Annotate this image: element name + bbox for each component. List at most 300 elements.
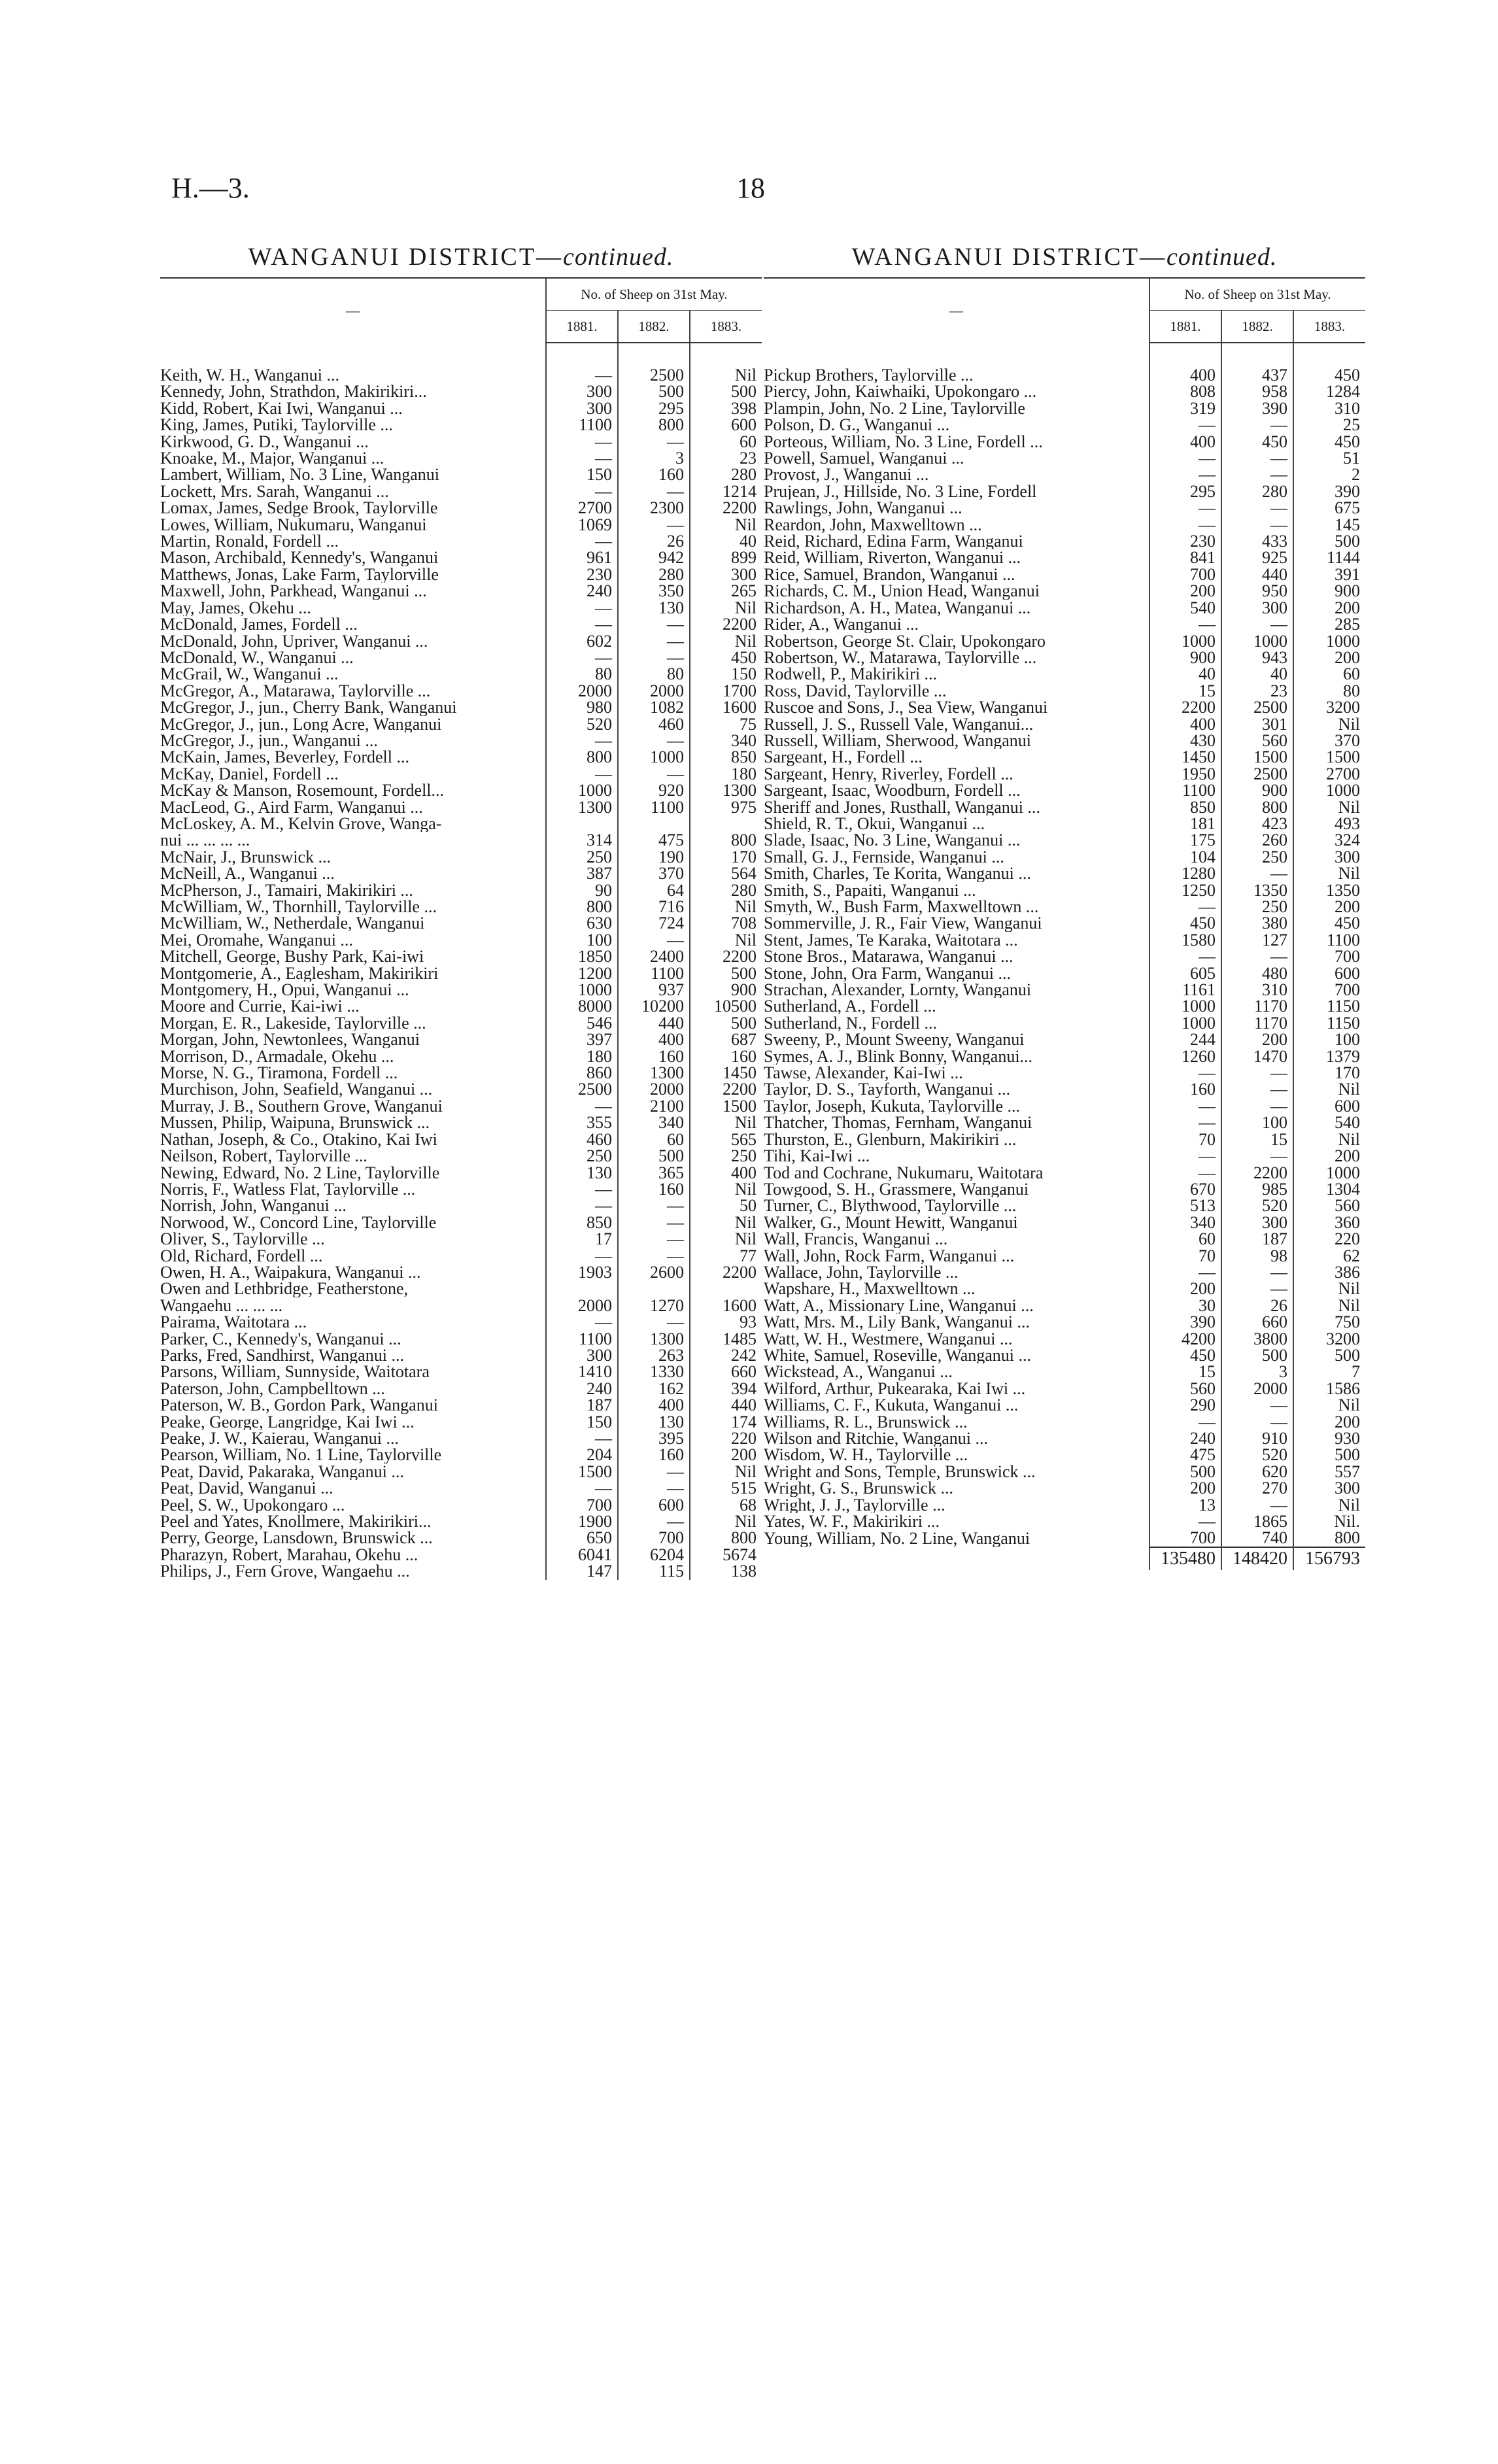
owner-name: Williams, R. L., Brunswick ... bbox=[764, 1413, 968, 1430]
table-row bbox=[764, 1280, 1365, 1297]
sheep-1881: 800 bbox=[546, 749, 618, 765]
sheep-1883: 200 bbox=[1293, 600, 1365, 616]
year-1882-header: 1882. bbox=[618, 311, 690, 343]
owner-name: Martin, Ronald, Fordell ... bbox=[160, 533, 339, 550]
sheep-1882: — bbox=[618, 732, 690, 749]
table-row bbox=[764, 1098, 1365, 1114]
totals-row bbox=[764, 1547, 1365, 1570]
sheep-1882: — bbox=[1221, 1280, 1293, 1297]
sheep-1882: — bbox=[618, 1214, 690, 1231]
sheep-1883: 200 bbox=[1293, 898, 1365, 915]
sheep-1882: — bbox=[1221, 1098, 1293, 1114]
sheep-1882: 295 bbox=[618, 400, 690, 417]
sheep-1881: 387 bbox=[546, 865, 618, 881]
owner-name: Lowes, William, Nukumaru, Wanganui bbox=[160, 516, 427, 534]
sheep-1881: 460 bbox=[546, 1131, 618, 1148]
owner-name: Tawse, Alexander, Kai-Iwi ... bbox=[764, 1065, 963, 1082]
table-row bbox=[764, 716, 1365, 732]
owner-name: Symes, A. J., Blink Bonny, Wanganui... bbox=[764, 1048, 1033, 1065]
sheep-1882: — bbox=[618, 1248, 690, 1264]
sheep-1881: — bbox=[1149, 616, 1221, 632]
table-row bbox=[764, 948, 1365, 965]
sheep-1881: 2500 bbox=[546, 1081, 618, 1097]
sheep-1881: — bbox=[1149, 1165, 1221, 1181]
sheep-1883: 1000 bbox=[1293, 782, 1365, 798]
owner-name: Polson, D. G., Wanganui ... bbox=[764, 417, 950, 434]
sheep-1883: 687 bbox=[690, 1031, 762, 1048]
sheep-1881: 650 bbox=[546, 1530, 618, 1546]
sheep-1882: 300 bbox=[1221, 1214, 1293, 1231]
owner-name: Knoake, M., Major, Wanganui ... bbox=[160, 450, 384, 467]
owner-name: McDonald, James, Fordell ... bbox=[160, 616, 358, 633]
sheep-1881: — bbox=[1149, 1264, 1221, 1280]
sheep-1883: 60 bbox=[1293, 666, 1365, 682]
name-column-header: — bbox=[160, 278, 546, 343]
sheep-1881: 1000 bbox=[546, 982, 618, 998]
sheep-1883: 60 bbox=[690, 434, 762, 450]
sheep-1882: 270 bbox=[1221, 1480, 1293, 1496]
sheep-1881: 1500 bbox=[546, 1463, 618, 1480]
sheep-1883: 900 bbox=[1293, 583, 1365, 599]
sheep-1883: 400 bbox=[690, 1165, 762, 1181]
sheep-1882: — bbox=[618, 1314, 690, 1330]
owner-name: McNair, J., Brunswick ... bbox=[160, 848, 332, 866]
sheep-1883: 500 bbox=[1293, 533, 1365, 549]
sheep-1883: 1586 bbox=[1293, 1380, 1365, 1397]
table-row bbox=[160, 965, 762, 982]
table-row bbox=[160, 483, 762, 500]
owner-name: Prujean, J., Hillside, No. 3 Line, Fordell bbox=[764, 483, 1037, 500]
table-row bbox=[160, 1214, 762, 1231]
table-row bbox=[764, 732, 1365, 749]
name-column-header: — bbox=[764, 278, 1149, 343]
sheep-1882: 395 bbox=[618, 1430, 690, 1446]
sheep-1882: 190 bbox=[618, 849, 690, 865]
sheep-1882: 250 bbox=[1221, 849, 1293, 865]
sheep-1882: — bbox=[1221, 948, 1293, 965]
owner-name: Watt, Mrs. M., Lily Bank, Wanganui ... bbox=[764, 1314, 1030, 1331]
owner-name: Parker, C., Kennedy's, Wanganui ... bbox=[160, 1330, 401, 1347]
table-row bbox=[764, 1197, 1365, 1214]
sheep-1883: Nil bbox=[1293, 1131, 1365, 1148]
table-row bbox=[764, 1165, 1365, 1181]
table-row bbox=[764, 683, 1365, 699]
table-row bbox=[764, 500, 1365, 516]
owner-name: Stone Bros., Matarawa, Wanganui ... bbox=[764, 948, 1013, 965]
owner-name: Sutherland, N., Fordell ... bbox=[764, 1014, 938, 1032]
owner-name: Mason, Archibald, Kennedy's, Wanganui bbox=[160, 549, 439, 566]
owner-name: Wilford, Arthur, Pukearaka, Kai Iwi ... bbox=[764, 1380, 1026, 1397]
table-row bbox=[160, 566, 762, 583]
table-row bbox=[160, 1264, 762, 1280]
owner-name: Owen and Lethbridge, Featherstone, bbox=[160, 1280, 409, 1297]
owner-name: Towgood, S. H., Grassmere, Wanganui bbox=[764, 1180, 1029, 1198]
table-row bbox=[764, 1314, 1365, 1330]
sheep-1881: 290 bbox=[1149, 1397, 1221, 1413]
sheep-1883: Nil bbox=[690, 1181, 762, 1197]
sheep-1883: 75 bbox=[690, 716, 762, 732]
sheep-1882: 400 bbox=[618, 1031, 690, 1048]
owner-name: McNeill, A., Wanganui ... bbox=[160, 865, 335, 882]
sheep-1881: — bbox=[1149, 1148, 1221, 1164]
sheep-1882: 1100 bbox=[618, 965, 690, 982]
table-row bbox=[160, 434, 762, 450]
table-row bbox=[764, 782, 1365, 798]
sheep-1881: 200 bbox=[1149, 583, 1221, 599]
sheep-1882: 1000 bbox=[618, 749, 690, 765]
sheep-1881: 300 bbox=[546, 1347, 618, 1363]
sheep-1882: 2000 bbox=[618, 1081, 690, 1097]
sheep-1882: 500 bbox=[618, 383, 690, 400]
sheep-1882: — bbox=[1221, 466, 1293, 483]
sheep-1882: 440 bbox=[1221, 566, 1293, 583]
owner-name: Old, Richard, Fordell ... bbox=[160, 1247, 323, 1264]
sheep-1883: 25 bbox=[1293, 417, 1365, 433]
right-sheep-table bbox=[764, 277, 1365, 1570]
sheep-1883: Nil bbox=[690, 932, 762, 948]
sheep-1881: 340 bbox=[1149, 1214, 1221, 1231]
sheep-1883: 280 bbox=[690, 882, 762, 898]
sheep-1883: Nil bbox=[1293, 1397, 1365, 1413]
year-1881-header: 1881. bbox=[546, 311, 618, 343]
sheep-1882: 370 bbox=[618, 865, 690, 881]
owner-name: Neilson, Robert, Taylorville ... bbox=[160, 1148, 367, 1165]
table-row bbox=[160, 1114, 762, 1131]
sheep-1881: 17 bbox=[546, 1231, 618, 1247]
sheep-1883: 1000 bbox=[1293, 1165, 1365, 1181]
owner-name: Robertson, W., Matarawa, Taylorville ... bbox=[764, 649, 1037, 666]
sheep-1882: 64 bbox=[618, 882, 690, 898]
sheep-1883: Nil bbox=[690, 1513, 762, 1530]
sheep-1881: 520 bbox=[546, 716, 618, 732]
sheep-1882: 700 bbox=[618, 1530, 690, 1546]
sheep-1883: 170 bbox=[690, 849, 762, 865]
sheep-1881: 1000 bbox=[1149, 998, 1221, 1014]
table-row bbox=[764, 849, 1365, 865]
sheep-1882: 910 bbox=[1221, 1430, 1293, 1446]
sheep-1881: 300 bbox=[546, 383, 618, 400]
sheep-1882: 10200 bbox=[618, 998, 690, 1014]
table-row bbox=[764, 699, 1365, 715]
sheep-1883: 220 bbox=[690, 1430, 762, 1446]
sheep-count-header: No. of Sheep on 31st May. bbox=[1149, 278, 1365, 311]
sheep-1882: 943 bbox=[1221, 649, 1293, 666]
owner-name: Pearson, William, No. 1 Line, Taylorville bbox=[160, 1446, 442, 1463]
sheep-1881: 70 bbox=[1149, 1131, 1221, 1148]
owner-name: Rawlings, John, Wanganui ... bbox=[764, 500, 962, 517]
owner-name: Smyth, W., Bush Farm, Maxwelltown ... bbox=[764, 898, 1039, 915]
sheep-1883: 7 bbox=[1293, 1363, 1365, 1380]
owner-name: Shield, R. T., Okui, Wanganui ... bbox=[764, 815, 985, 832]
table-row bbox=[160, 1297, 762, 1314]
table-row bbox=[160, 1131, 762, 1148]
table-row bbox=[160, 799, 762, 815]
owner-name: Sweeny, P., Mount Sweeny, Wanganui bbox=[764, 1031, 1025, 1048]
sheep-1882: 115 bbox=[618, 1563, 690, 1579]
sheep-1883: Nil bbox=[1293, 1081, 1365, 1097]
sheep-1881: 500 bbox=[1149, 1463, 1221, 1480]
owner-name: Reid, William, Riverton, Wanganui ... bbox=[764, 549, 1021, 566]
owner-name: Wright, G. S., Brunswick ... bbox=[764, 1480, 953, 1497]
table-row bbox=[160, 1081, 762, 1097]
sheep-1881: — bbox=[1149, 1513, 1221, 1530]
sheep-1881: 1200 bbox=[546, 965, 618, 982]
owner-name: Perry, George, Lansdown, Brunswick ... bbox=[160, 1530, 433, 1547]
table-row bbox=[764, 533, 1365, 549]
table-row bbox=[764, 1065, 1365, 1081]
table-row bbox=[160, 1397, 762, 1413]
owner-name: Norris, F., Watless Flat, Taylorville ... bbox=[160, 1180, 416, 1198]
sheep-1881: 204 bbox=[546, 1446, 618, 1463]
owner-name: McGregor, A., Matarawa, Taylorville ... bbox=[160, 682, 431, 700]
sheep-1882: 100 bbox=[1221, 1114, 1293, 1131]
table-row bbox=[160, 1347, 762, 1363]
owner-name: Reardon, John, Maxwelltown ... bbox=[764, 516, 982, 534]
sheep-1882: 480 bbox=[1221, 965, 1293, 982]
sheep-1883 bbox=[690, 1280, 762, 1297]
sheep-1882: 390 bbox=[1221, 400, 1293, 417]
sheep-1881: 700 bbox=[1149, 566, 1221, 583]
sheep-1882: 1350 bbox=[1221, 882, 1293, 898]
sheep-1881: 1900 bbox=[546, 1513, 618, 1530]
sheep-1883: Nil bbox=[1293, 1497, 1365, 1513]
table-row bbox=[764, 633, 1365, 649]
sheep-1883: 200 bbox=[1293, 1414, 1365, 1430]
sheep-1883: Nil bbox=[690, 633, 762, 649]
sheep-1883: 2 bbox=[1293, 466, 1365, 483]
owner-name: Wright and Sons, Temple, Brunswick ... bbox=[764, 1463, 1036, 1480]
sheep-1881: 546 bbox=[546, 1015, 618, 1031]
sheep-1883: 564 bbox=[690, 865, 762, 881]
sheep-1882: — bbox=[618, 616, 690, 632]
owner-name: Mei, Oromahe, Wanganui ... bbox=[160, 931, 353, 949]
sheep-1881: 1260 bbox=[1149, 1048, 1221, 1065]
sheep-1882: — bbox=[618, 483, 690, 500]
sheep-1883: 560 bbox=[1293, 1197, 1365, 1214]
owner-name: Strachan, Alexander, Lornty, Wanganui bbox=[764, 982, 1032, 999]
owner-name: Wisdom, W. H., Taylorville ... bbox=[764, 1446, 968, 1463]
total-1882: 148420 bbox=[1221, 1547, 1293, 1570]
sheep-1883: 440 bbox=[690, 1397, 762, 1413]
sheep-1882: 440 bbox=[618, 1015, 690, 1031]
owner-name: Mussen, Philip, Waipuna, Brunswick ... bbox=[160, 1114, 430, 1131]
table-row bbox=[160, 1165, 762, 1181]
table-row bbox=[764, 998, 1365, 1014]
sheep-1883: 800 bbox=[690, 1530, 762, 1546]
table-row bbox=[160, 1414, 762, 1430]
owner-name: Smith, Charles, Te Korita, Wanganui ... bbox=[764, 865, 1031, 882]
sheep-1881: — bbox=[546, 1098, 618, 1114]
table-row bbox=[764, 965, 1365, 982]
owner-name: Murchison, John, Seafield, Wanganui ... bbox=[160, 1081, 433, 1098]
sheep-1882: 2000 bbox=[1221, 1380, 1293, 1397]
sheep-1881: 513 bbox=[1149, 1197, 1221, 1214]
sheep-1883: 540 bbox=[1293, 1114, 1365, 1131]
sheep-1882: 1500 bbox=[1221, 749, 1293, 765]
sheep-1881: 900 bbox=[1149, 649, 1221, 666]
table-row bbox=[160, 450, 762, 466]
sheep-1881: 104 bbox=[1149, 849, 1221, 865]
sheep-1882: 365 bbox=[618, 1165, 690, 1181]
sheep-1883: 600 bbox=[1293, 965, 1365, 982]
sheep-1881: 1950 bbox=[1149, 766, 1221, 782]
sheep-1882: 2500 bbox=[618, 367, 690, 383]
sheep-1881: — bbox=[1149, 898, 1221, 915]
sheep-1882: — bbox=[1221, 1148, 1293, 1164]
sheep-1881: 841 bbox=[1149, 549, 1221, 566]
table-row bbox=[764, 583, 1365, 599]
sheep-1883: 398 bbox=[690, 400, 762, 417]
sheep-1881: 250 bbox=[546, 1148, 618, 1164]
sheep-1881: — bbox=[546, 1430, 618, 1446]
sheep-1883: 394 bbox=[690, 1380, 762, 1397]
sheep-1882: 23 bbox=[1221, 683, 1293, 699]
sheep-1882: 724 bbox=[618, 915, 690, 931]
table-row bbox=[160, 583, 762, 599]
sheep-1881: 150 bbox=[546, 466, 618, 483]
owner-name: Williams, C. F., Kukuta, Wanganui ... bbox=[764, 1397, 1019, 1414]
sheep-1881: 240 bbox=[546, 1380, 618, 1397]
sheep-1882: 60 bbox=[618, 1131, 690, 1148]
sheep-1882: 187 bbox=[1221, 1231, 1293, 1247]
owner-name: Russell, William, Sherwood, Wanganui bbox=[764, 732, 1031, 749]
owner-name: Thatcher, Thomas, Fernham, Wanganui bbox=[764, 1114, 1032, 1131]
sheep-1883: Nil bbox=[1293, 865, 1365, 881]
header-spacer bbox=[764, 343, 1365, 367]
table-row bbox=[764, 450, 1365, 466]
table-row bbox=[160, 666, 762, 682]
sheep-1881 bbox=[546, 1280, 618, 1297]
owner-name: Ruscoe and Sons, J., Sea View, Wanganui bbox=[764, 699, 1048, 716]
sheep-1883: 2200 bbox=[690, 1264, 762, 1280]
sheep-1883: 1150 bbox=[1293, 998, 1365, 1014]
table-row bbox=[160, 815, 762, 832]
table-row bbox=[160, 948, 762, 965]
sheep-1881: 295 bbox=[1149, 483, 1221, 500]
sheep-1882: 520 bbox=[1221, 1446, 1293, 1463]
table-row bbox=[764, 1347, 1365, 1363]
sheep-1882: — bbox=[618, 434, 690, 450]
sheep-1882: 15 bbox=[1221, 1131, 1293, 1148]
table-row bbox=[764, 417, 1365, 433]
table-row bbox=[160, 915, 762, 931]
sheep-1881: — bbox=[546, 367, 618, 383]
owner-name: Pairama, Waitotara ... bbox=[160, 1314, 307, 1331]
table-row bbox=[160, 849, 762, 865]
table-row bbox=[764, 1181, 1365, 1197]
sheep-1883: 450 bbox=[1293, 367, 1365, 383]
sheep-1883: 1304 bbox=[1293, 1181, 1365, 1197]
sheep-1882: 925 bbox=[1221, 549, 1293, 566]
table-row bbox=[764, 1331, 1365, 1347]
owner-name: Mitchell, George, Bushy Park, Kai-iwi bbox=[160, 948, 424, 965]
owner-name: Turner, C., Blythwood, Taylorville ... bbox=[764, 1197, 1017, 1214]
table-row bbox=[160, 1463, 762, 1480]
sheep-1882: 160 bbox=[618, 466, 690, 483]
owner-name: McGregor, J., jun., Long Acre, Wanganui bbox=[160, 715, 442, 732]
sheep-1882: 1330 bbox=[618, 1363, 690, 1380]
sheep-1883: 285 bbox=[1293, 616, 1365, 632]
table-row bbox=[160, 1280, 762, 1297]
owner-name: Matthews, Jonas, Lake Farm, Taylorville bbox=[160, 566, 439, 583]
sheep-1883: 1150 bbox=[1293, 1015, 1365, 1031]
year-1883-header: 1883. bbox=[1293, 311, 1365, 343]
table-row bbox=[160, 383, 762, 400]
sheep-1883: 1000 bbox=[1293, 633, 1365, 649]
sheep-1881: — bbox=[546, 766, 618, 782]
sheep-1883: 450 bbox=[1293, 915, 1365, 931]
owner-name: White, Samuel, Roseville, Wanganui ... bbox=[764, 1346, 1032, 1364]
sheep-1883: 360 bbox=[1293, 1214, 1365, 1231]
sheep-1882: 80 bbox=[618, 666, 690, 682]
owner-name: Wapshare, H., Maxwelltown ... bbox=[764, 1280, 976, 1297]
sheep-1881: 980 bbox=[546, 699, 618, 715]
owner-name: Paterson, W. B., Gordon Park, Wanganui bbox=[160, 1397, 438, 1414]
owner-name: Lomax, James, Sedge Brook, Taylorville bbox=[160, 500, 438, 517]
sheep-1883: 750 bbox=[1293, 1314, 1365, 1330]
sheep-1883: 600 bbox=[1293, 1098, 1365, 1114]
sheep-1881: — bbox=[546, 600, 618, 616]
table-row bbox=[764, 1297, 1365, 1314]
sheep-1881: — bbox=[546, 483, 618, 500]
table-row bbox=[160, 1148, 762, 1164]
sheep-1883: 500 bbox=[690, 965, 762, 982]
sheep-1881: 2000 bbox=[546, 683, 618, 699]
owner-name: Slade, Isaac, No. 3 Line, Wanganui ... bbox=[764, 832, 1021, 849]
sheep-1881: 1580 bbox=[1149, 932, 1221, 948]
sheep-1881: — bbox=[546, 434, 618, 450]
sheep-1881: 147 bbox=[546, 1563, 618, 1579]
owner-name: Powell, Samuel, Wanganui ... bbox=[764, 450, 964, 467]
sheep-1883: 170 bbox=[1293, 1065, 1365, 1081]
owner-name: Wright, J. J., Taylorville ... bbox=[764, 1496, 945, 1514]
owner-name: Small, G. J., Fernside, Wanganui ... bbox=[764, 848, 1004, 866]
sheep-1882: 1470 bbox=[1221, 1048, 1293, 1065]
sheep-1883: 1600 bbox=[690, 699, 762, 715]
table-row bbox=[160, 1380, 762, 1397]
sheep-1883: 40 bbox=[690, 533, 762, 549]
sheep-1881: 300 bbox=[546, 400, 618, 417]
sheep-1881: 400 bbox=[1149, 716, 1221, 732]
table-row bbox=[764, 1248, 1365, 1264]
table-row bbox=[160, 1363, 762, 1380]
owner-name: Walker, G., Mount Hewitt, Wanganui bbox=[764, 1214, 1018, 1231]
table-row bbox=[764, 1430, 1365, 1446]
sheep-1883: 200 bbox=[690, 1446, 762, 1463]
sheep-1881: 175 bbox=[1149, 832, 1221, 848]
owner-name: Moore and Currie, Kai-iwi ... bbox=[160, 998, 360, 1015]
owner-name: Morgan, John, Newtonlees, Wanganui bbox=[160, 1031, 420, 1048]
sheep-1883: 220 bbox=[1293, 1231, 1365, 1247]
table-row bbox=[160, 1314, 762, 1330]
sheep-1882: 160 bbox=[618, 1181, 690, 1197]
owner-name: Sargeant, H., Fordell ... bbox=[764, 749, 923, 766]
sheep-1881: 13 bbox=[1149, 1497, 1221, 1513]
table-row bbox=[160, 932, 762, 948]
sheep-1883: 23 bbox=[690, 450, 762, 466]
owner-name: Rodwell, P., Makirikiri ... bbox=[764, 666, 938, 683]
sheep-1882: — bbox=[1221, 500, 1293, 516]
sheep-1882: 2200 bbox=[1221, 1165, 1293, 1181]
table-row bbox=[764, 766, 1365, 782]
sheep-1881: — bbox=[1149, 500, 1221, 516]
table-row bbox=[764, 1530, 1365, 1547]
sheep-1883: 138 bbox=[690, 1563, 762, 1579]
sheep-1882: 600 bbox=[618, 1497, 690, 1513]
table-row bbox=[160, 633, 762, 649]
table-row bbox=[160, 1031, 762, 1048]
sheep-1881: 1850 bbox=[546, 948, 618, 965]
